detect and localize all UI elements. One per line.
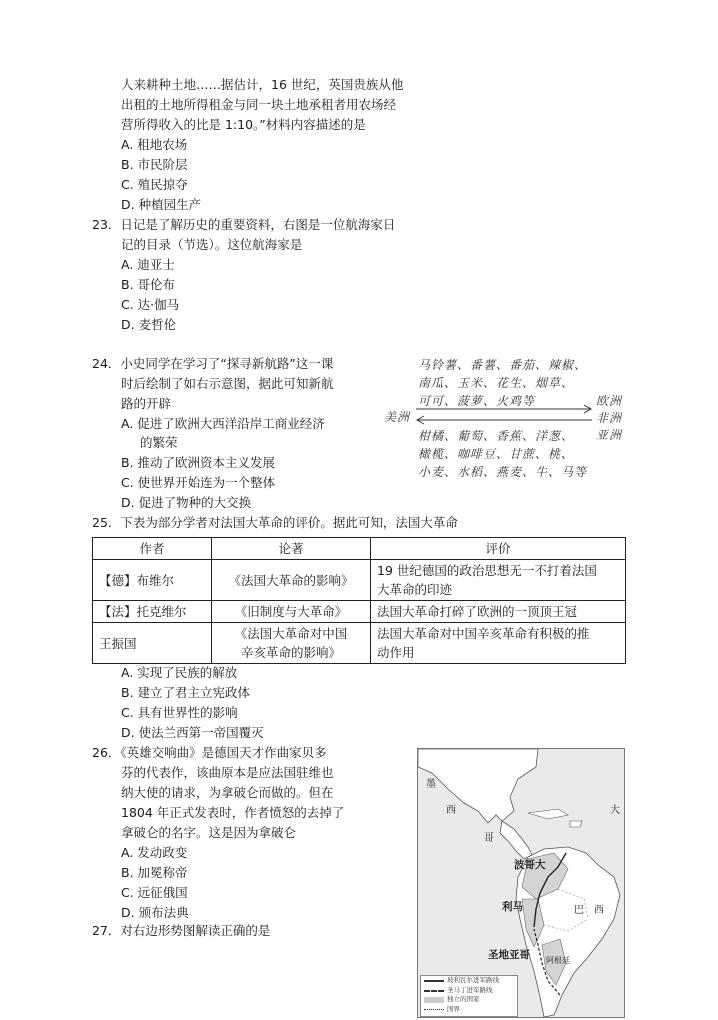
- map-legend: [420, 975, 518, 1017]
- q25-option-b: B. 建立了君主立宪政体: [121, 685, 251, 700]
- q25-option-a: A. 实现了民族的解放: [121, 665, 238, 680]
- q26-stem-line-4: 1804 年正式发表时，作者愤怒的去掉了: [121, 805, 345, 820]
- row-evaluation: 法国大革命打碎了欧洲的一顶顶王冠: [371, 601, 626, 623]
- map-label-bogota: 波哥大: [514, 859, 546, 871]
- map-label-brazil-1: 巴: [574, 905, 584, 916]
- map-label-lima: 利马: [502, 901, 523, 913]
- exchange-arrows: [412, 402, 596, 428]
- map-label-atlantic: 大: [610, 805, 620, 816]
- header-work: 论著: [212, 538, 371, 560]
- map-label-argentina: 阿根廷: [546, 956, 570, 965]
- q26-option-b: B. 加冕称帝: [121, 865, 188, 880]
- q23-option-d: D. 麦哲伦: [121, 317, 177, 332]
- work-line-2: 辛亥革命的影响》: [240, 645, 341, 660]
- diagram-bottom-line-1: 柑橘、葡萄、香蕉、洋葱、: [418, 429, 575, 443]
- q22-line-1: 人来耕种土地……据估计，16 世纪，英国贵族从他: [121, 77, 404, 92]
- diagram-label-asia: 亚洲: [596, 428, 623, 442]
- q26-stem-line-1: 26．《英雄交响曲》是德国天才作曲家贝多: [92, 745, 327, 760]
- eval-line-1: 19 世纪德国的政治思想无一不打着法国: [377, 563, 597, 578]
- solid-line-icon: [424, 980, 444, 982]
- row-evaluation: [371, 623, 626, 664]
- legend-border: 国界: [421, 1005, 517, 1015]
- legend-bolivar: 玻利瓦尔进军路线: [421, 976, 517, 986]
- q25-stem: 25．下表为部分学者对法国大革命的评价。据此可知，法国大革命: [92, 515, 458, 530]
- shaded-area-icon: [424, 997, 444, 1003]
- table-header-row: [93, 538, 626, 560]
- row-author: 王振国: [93, 623, 212, 664]
- q22-option-b: B. 市民阶层: [121, 157, 188, 172]
- q23-option-c: C. 达·伽马: [121, 297, 180, 312]
- dotted-line-icon: [424, 1009, 444, 1010]
- q23-option-b: B. 哥伦布: [121, 277, 176, 292]
- eval-line-1: 法国大革命对中国辛亥革命有积极的推: [377, 626, 590, 641]
- q26-stem-line-5: 拿破仑的名字。这是因为拿破仑: [121, 825, 297, 840]
- diagram-bottom-line-3: 小麦、水稻、燕麦、牛、马等: [418, 465, 588, 479]
- table-row: [93, 560, 626, 601]
- q23-stem-line-1: 23．日记是了解历史的重要资料，右图是一位航海家日: [92, 217, 396, 232]
- q22-option-c: C. 殖民掠夺: [121, 177, 188, 192]
- q24-option-a-cont: 的繁荣: [140, 435, 178, 450]
- row-author: 【法】托克维尔: [93, 601, 212, 623]
- q25-option-d: D. 使法兰西第一帝国覆灭: [121, 725, 264, 740]
- row-work: 《旧制度与大革命》: [212, 601, 371, 623]
- diagram-label-europe: 欧洲: [596, 394, 623, 408]
- row-evaluation: [371, 560, 626, 601]
- q27-stem: 27．对右边形势图解读正确的是: [92, 923, 271, 938]
- latin-america-independence-map: [417, 748, 625, 1018]
- legend-san-martin: 圣马丁进军路线: [421, 986, 517, 996]
- diagram-label-americas: 美洲: [384, 410, 411, 424]
- map-label-mexico-1: 墨: [426, 779, 436, 790]
- diagram-top-line-2: 南瓜、玉米、花生、烟草、: [418, 376, 575, 390]
- q23-option-a: A. 迪亚士: [121, 257, 175, 272]
- header-evaluation: 评价: [371, 538, 626, 560]
- header-author: 作者: [93, 538, 212, 560]
- q22-option-d: D. 种植园生产: [121, 197, 202, 212]
- q24-stem-line-2: 时后绘制了如右示意图，据此可知新航: [121, 376, 334, 391]
- eval-line-2: 大革命的印迹: [377, 582, 453, 597]
- diagram-top-line-3: 可可、菠萝、火鸡等: [418, 394, 536, 408]
- map-label-santiago: 圣地亚哥: [488, 949, 530, 961]
- q24-option-c: C. 使世界开始连为一个整体: [121, 475, 276, 490]
- q22-option-a: A. 租地农场: [121, 137, 188, 152]
- diagram-top-line-1: 马铃薯、番薯、番茄、辣椒、: [418, 358, 588, 372]
- q26-option-d: D. 颁布法典: [121, 905, 189, 920]
- table-row: [93, 623, 626, 664]
- q26-stem-line-3: 纳大使的请求，为拿破仑而做的。但在: [121, 785, 334, 800]
- diagram-label-africa: 非洲: [596, 411, 623, 425]
- q24-option-d: D. 促进了物种的大交换: [121, 495, 252, 510]
- map-label-brazil-2: 西: [594, 905, 604, 916]
- q24-option-a: A. 促进了欧洲大西洋沿岸工商业经济: [121, 416, 325, 431]
- dashed-line-icon: [424, 990, 444, 992]
- work-line-1: 《法国大革命对中国: [234, 626, 348, 641]
- row-author: 【德】布维尔: [93, 560, 212, 601]
- table-row: [93, 601, 626, 623]
- diagram-bottom-line-2: 橄榄、咖啡豆、甘蔗、桃、: [418, 447, 575, 461]
- eval-line-2: 动作用: [377, 645, 415, 660]
- q22-line-2: 出租的土地所得租金与同一块土地承租者用农场经: [121, 97, 397, 112]
- q24-option-b: B. 推动了欧洲资本主义发展: [121, 455, 276, 470]
- map-label-mexico-3: 哥: [484, 833, 494, 844]
- q26-stem-line-2: 芬的代表作，该曲原本是应法国驻维也: [121, 765, 334, 780]
- q25-option-c: C. 具有世界性的影响: [121, 705, 238, 720]
- row-work: 《法国大革命的影响》: [212, 560, 371, 601]
- evaluation-table: [92, 537, 626, 664]
- q26-option-c: C. 远征俄国: [121, 885, 188, 900]
- legend-independent: 独立的国家: [421, 995, 517, 1005]
- map-label-mexico-2: 西: [446, 805, 456, 816]
- q26-option-a: A. 发动政变: [121, 845, 188, 860]
- q24-stem-line-3: 路的开辟: [121, 396, 172, 411]
- row-work: [212, 623, 371, 664]
- q23-stem-line-2: 记的目录（节选）。这位航海家是: [121, 237, 303, 252]
- q22-line-3: 营所得收入的比是 1:10。”材料内容描述的是: [121, 117, 366, 132]
- q24-stem-line-1: 24．小史同学在学习了“探寻新航路”这一课: [92, 356, 334, 371]
